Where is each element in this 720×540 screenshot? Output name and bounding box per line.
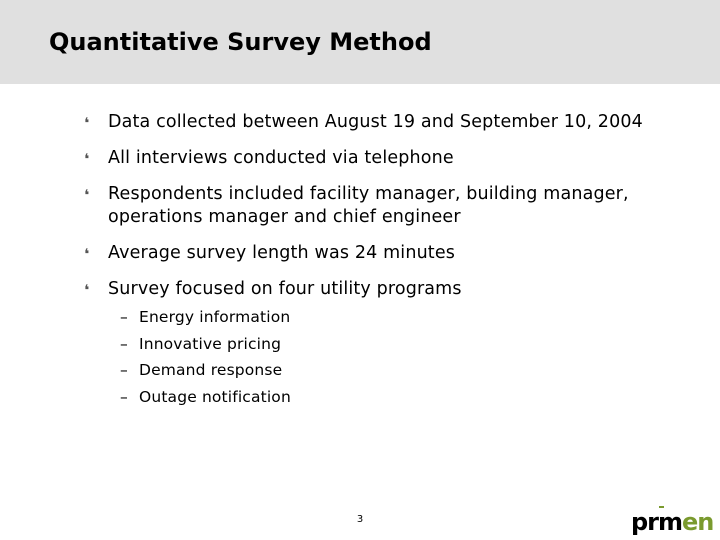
bullet-icon: ❛ <box>84 245 90 263</box>
bullet-item <box>84 278 704 407</box>
bullet-icon: ❛ <box>84 114 90 132</box>
sub-bullet-list <box>108 307 704 407</box>
bullet-item <box>84 147 704 170</box>
bullet-text: Average survey length was 24 minutes <box>108 243 456 263</box>
sub-bullet-item <box>120 307 704 327</box>
logo-text-dark: prm <box>631 508 683 536</box>
logo-text-accent: en <box>682 508 714 536</box>
sub-bullet-item <box>120 387 704 407</box>
bullet-icon: ❛ <box>84 150 90 168</box>
bullet-text: Survey focused on four utility programs <box>108 279 462 299</box>
bullet-text: Respondents included facility manager, building manager, operations manager and chief engineer <box>108 184 629 227</box>
dash-icon: – <box>120 308 128 326</box>
bullet-text: Data collected between August 19 and September 10, 2004 <box>108 112 643 132</box>
bullet-item <box>84 183 704 229</box>
slide-title: Quantitative Survey Method <box>49 28 432 56</box>
sub-bullet-text: Demand response <box>139 361 283 380</box>
page-number: 3 <box>356 514 364 525</box>
title-band <box>0 0 720 84</box>
sub-bullet-text: Innovative pricing <box>139 334 282 353</box>
sub-bullet-text: Outage notification <box>139 387 291 406</box>
sub-bullet-item <box>120 360 704 380</box>
dash-icon: – <box>120 334 128 353</box>
bullet-list <box>84 111 704 413</box>
bullet-icon: ❛ <box>84 186 90 204</box>
bullet-icon: ❛ <box>84 281 90 299</box>
sub-bullet-item <box>120 334 704 354</box>
company-logo <box>631 509 713 535</box>
bullet-text: All interviews conducted via telephone <box>108 148 454 168</box>
sub-bullet-text: Energy information <box>139 308 291 326</box>
bullet-item <box>84 242 704 265</box>
logo-accent-mark <box>659 506 664 508</box>
bullet-item <box>84 111 704 134</box>
dash-icon: – <box>120 387 128 406</box>
dash-icon: – <box>120 361 128 380</box>
